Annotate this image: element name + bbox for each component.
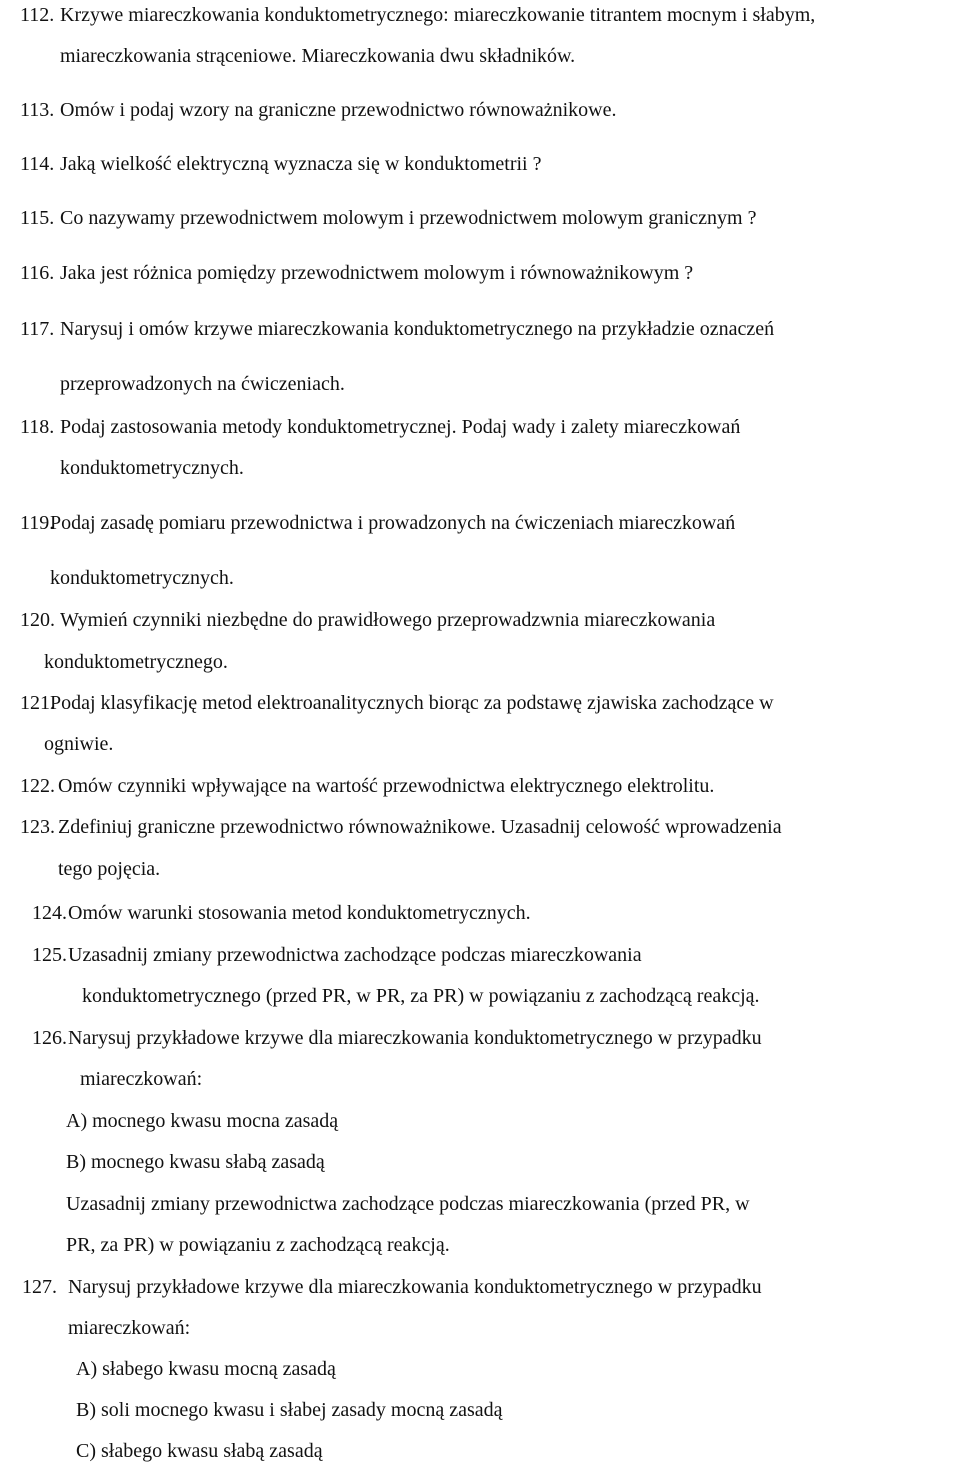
question-number: 123. xyxy=(20,816,55,838)
question-text: konduktometrycznego. xyxy=(44,651,228,673)
question-subitem: A) słabego kwasu mocną zasadą xyxy=(76,1358,336,1380)
question-text: Narysuj i omów krzywe miareczkowania konduktometrycznego na przykładzie oznaczeń xyxy=(60,318,775,340)
question-text: PR, za PR) w powiązaniu z zachodzącą reakcją. xyxy=(66,1234,450,1256)
question-number: 125. xyxy=(32,944,67,966)
question-text: przeprowadzonych na ćwiczeniach. xyxy=(60,373,345,395)
question-text: konduktometrycznych. xyxy=(50,567,234,589)
question-text: ogniwie. xyxy=(44,733,114,755)
question-subitem: A) mocnego kwasu mocna zasadą xyxy=(66,1110,339,1132)
question-text: Podaj klasyfikację metod elektroanalitycznych biorąc za podstawę zjawiska zachodzące w xyxy=(50,692,774,714)
question-number: 124. xyxy=(32,902,67,924)
question-text: Wymień czynniki niezbędne do prawidłowego przeprowadzwnia miareczkowania xyxy=(60,609,716,631)
question-number: 121. xyxy=(20,692,55,714)
question-text: konduktometrycznych. xyxy=(60,457,244,479)
question-text: Zdefiniuj graniczne przewodnictwo równoważnikowe. Uzasadnij celowość wprowadzenia xyxy=(58,816,782,838)
question-number: 113. xyxy=(20,99,55,121)
question-text: Omów i podaj wzory na graniczne przewodnictwo równoważnikowe. xyxy=(60,99,617,121)
question-text: Co nazywamy przewodnictwem molowym i przewodnictwem molowym granicznym ? xyxy=(60,207,757,229)
question-text: Narysuj przykładowe krzywe dla miareczkowania konduktometrycznego w przypadku xyxy=(68,1027,762,1049)
question-text: Uzasadnij zmiany przewodnictwa zachodzące podczas miareczkowania xyxy=(68,944,642,966)
question-subitem: B) mocnego kwasu słabą zasadą xyxy=(66,1151,325,1173)
question-number: 115. xyxy=(20,207,55,229)
question-text: miareczkowania strąceniowe. Miareczkowania dwu składników. xyxy=(60,45,576,67)
question-text: Narysuj przykładowe krzywe dla miareczkowania konduktometrycznego w przypadku xyxy=(68,1276,762,1298)
question-text: konduktometrycznego (przed PR, w PR, za PR) w powiązaniu z zachodzącą reakcją. xyxy=(82,985,760,1007)
question-text: tego pojęcia. xyxy=(58,858,161,880)
question-text: Jaka jest różnica pomiędzy przewodnictwem molowym i równoważnikowym ? xyxy=(60,262,694,284)
question-number: 116. xyxy=(20,262,55,284)
question-text: Omów czynniki wpływające na wartość przewodnictwa elektrycznego elektrolitu. xyxy=(58,775,715,797)
question-number: 119. xyxy=(20,512,55,534)
question-text: miareczkowań: xyxy=(80,1068,203,1090)
question-number: 117. xyxy=(20,318,55,340)
question-number: 126. xyxy=(32,1027,67,1049)
question-text: Podaj zasadę pomiaru przewodnictwa i prowadzonych na ćwiczeniach miareczkowań xyxy=(50,512,736,534)
question-number: 114. xyxy=(20,153,55,175)
question-text: Omów warunki stosowania metod konduktometrycznych. xyxy=(68,902,531,924)
question-number: 122. xyxy=(20,775,55,797)
question-number: 127. xyxy=(22,1276,57,1298)
question-number: 112. xyxy=(20,4,55,26)
question-number: 120. xyxy=(20,609,55,631)
question-text: Krzywe miareczkowania konduktometrycznego: miareczkowanie titrantem mocnym i słabym, xyxy=(60,4,816,26)
question-text: Podaj zastosowania metody konduktometrycznej. Podaj wady i zalety miareczkowań xyxy=(60,416,741,438)
question-number: 118. xyxy=(20,416,55,438)
question-subitem: C) słabego kwasu słabą zasadą xyxy=(76,1440,323,1462)
question-subitem: B) soli mocnego kwasu i słabej zasady mocną zasadą xyxy=(76,1399,503,1421)
question-text: miareczkowań: xyxy=(68,1317,191,1339)
question-text: Uzasadnij zmiany przewodnictwa zachodzące podczas miareczkowania (przed PR, w xyxy=(66,1193,750,1215)
question-text: Jaką wielkość elektryczną wyznacza się w konduktometrii ? xyxy=(60,153,542,175)
